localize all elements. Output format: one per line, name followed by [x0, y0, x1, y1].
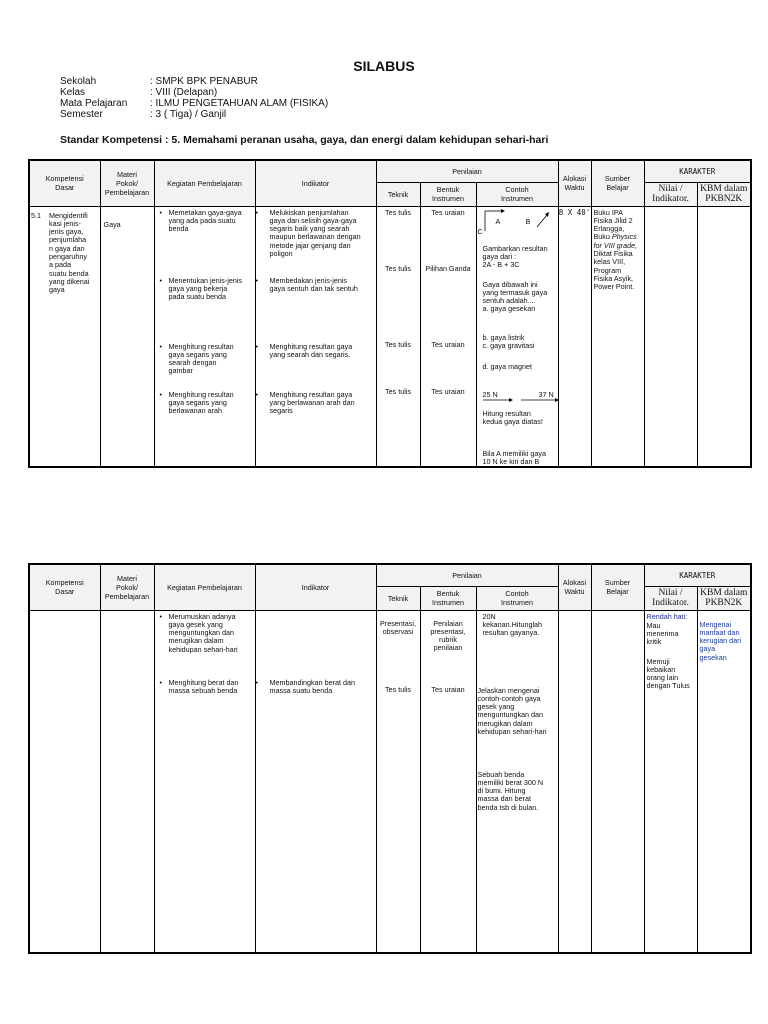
text-line: Gaya dibawah ini [482, 279, 538, 289]
text-line: gambar [168, 366, 193, 376]
header-bentuk [420, 182, 476, 206]
header-indikator: Indikator [255, 564, 376, 610]
text-line: suatu benda [49, 268, 89, 278]
kbm-text [700, 621, 742, 662]
text-line: yang berlawanan arah dan [269, 397, 355, 407]
header-line: Instrumen [432, 598, 464, 607]
kegiatan-item [160, 209, 242, 234]
bullet-icon: • [159, 275, 163, 285]
force-right-label: 37 N [538, 389, 554, 399]
header-line: Contoh [505, 589, 529, 598]
alokasi-text: 8 X 40' [558, 207, 591, 217]
text-line: kekanan.Hitunglah [482, 619, 543, 629]
text-line: 10 N ke kiri dan B [482, 456, 540, 466]
header-bentuk [420, 586, 476, 610]
text-line: penjumlaha [49, 235, 87, 245]
text-line: kelas VIII, [593, 257, 626, 267]
teknik-text: Tes tulis [385, 684, 411, 694]
header-line: Indikator. [652, 194, 689, 204]
header-line: Alokasi [562, 578, 587, 588]
header-line: Bentuk [436, 185, 460, 194]
header-line: Nilai / [658, 184, 683, 194]
text-line: poligon [269, 248, 293, 258]
text-line: Merumuskan adanya [168, 611, 236, 621]
header-line: Nilai / [658, 588, 683, 598]
teknik-text: Tes tulis [385, 263, 411, 273]
cell-kegiatan [154, 610, 255, 953]
bentuk-text: Tes uraian [431, 684, 465, 694]
header-line: Waktu [564, 587, 585, 597]
header-indikator: Indikator [255, 160, 376, 206]
kegiatan-item [160, 679, 239, 696]
text-line: resultan gayanya. [482, 628, 540, 638]
text-line: kedua gaya diatas! [482, 416, 543, 426]
text-line: Menghitung resultan gaya [269, 341, 353, 351]
teknik-text: Tes tulis [385, 386, 411, 396]
nilai-text [647, 658, 690, 691]
header-nilai [644, 586, 697, 610]
text-line: maupun berlawanan dengan [269, 232, 361, 242]
vector-diagram [477, 207, 559, 237]
text-line: kerugian dari [699, 636, 742, 646]
text-line: Erlangga, [593, 224, 625, 234]
text-line: Menentukan jenis-jenis [168, 275, 243, 285]
text-line: Menghitung resultan gaya [269, 389, 353, 399]
text-line: segaris [269, 406, 293, 416]
bullet-icon: • [159, 207, 163, 217]
header-line: Sumber [604, 174, 631, 184]
text-line: Gambarkan resultan [482, 243, 548, 253]
header-kompetensi [29, 564, 100, 610]
cell-materi [100, 206, 154, 467]
header-materi [100, 564, 154, 610]
contoh-q2-d: d. gaya magnet [482, 361, 533, 371]
header-nilai [644, 182, 697, 206]
text-line: gaya [49, 285, 65, 295]
text-line: rubrik [439, 635, 457, 645]
header-kbm [697, 586, 751, 610]
text-line: Fisika Asyik, [593, 273, 634, 283]
text-line: kritik [646, 637, 662, 647]
text-line: Jelaskan mengenai [477, 685, 540, 695]
bullet-icon: • [255, 341, 259, 351]
cell-teknik [376, 610, 420, 953]
contoh-text [478, 771, 544, 812]
cell-sumber [591, 610, 644, 953]
bentuk-text: Tes uraian [431, 207, 465, 217]
text-line: orang lain [646, 673, 679, 683]
text-line: gaya yang bekerja [168, 283, 228, 293]
header-line: KBM dalam [700, 588, 748, 598]
cell-bentuk [420, 610, 476, 953]
text-line: benda [168, 224, 189, 234]
vector-a-label: A [495, 216, 501, 226]
header-line: Contoh [505, 185, 529, 194]
text-line: Buku IPA [593, 207, 623, 217]
header-alokasi [558, 160, 591, 206]
text-line: gaya sentuh dan tak sentuh [269, 283, 358, 293]
header-line: PKBN2K [705, 194, 743, 204]
bullet-icon: • [159, 611, 163, 621]
header-materi [100, 160, 154, 206]
text-line: sentuh adalah.... [482, 296, 536, 306]
syllabus-table-1 [28, 159, 752, 468]
info-value: : VIII (Delapan) [150, 87, 218, 98]
header-sumber [591, 564, 644, 610]
vector-b-label: B [525, 216, 531, 226]
header-teknik: Teknik [376, 182, 420, 206]
text-line: Mengenai [699, 619, 732, 629]
header-line: Alokasi [562, 174, 587, 184]
bentuk-text: Tes uraian [431, 386, 465, 396]
teknik-text: Tes tulis [385, 207, 411, 217]
header-line: Indikator. [652, 598, 689, 608]
text-line: dengan Tulus [646, 681, 690, 691]
contoh-q1 [483, 245, 548, 270]
header-line: Instrumen [432, 194, 464, 203]
text-line: gaya segaris yang [168, 397, 227, 407]
header-teknik: Teknik [376, 586, 420, 610]
text-line: Mau [646, 620, 661, 630]
text-line: Membedakan jenis-jenis [269, 275, 348, 285]
standar-kompetensi: Standar Kompetensi : 5. Memahami peranan usaha, gaya, dan energi dalam kehidupan sehari-hari [60, 134, 549, 146]
contoh-text [478, 687, 547, 737]
indikator-item [256, 679, 356, 696]
cell-sumber [591, 206, 644, 467]
bullet-icon: • [255, 389, 259, 399]
text-line: observasi [382, 626, 414, 636]
indikator-item [256, 391, 355, 416]
text-line: berlawanan arah [168, 406, 223, 416]
contoh-q2-options [483, 334, 535, 351]
info-value: : SMPK BPK PENABUR [150, 76, 258, 87]
text-line: pengaruhny [49, 251, 87, 261]
indikator-item [256, 277, 358, 294]
header-alokasi [558, 564, 591, 610]
info-value: : ILMU PENGETAHUAN ALAM (FISIKA) [150, 98, 329, 109]
text-line: pada suatu benda [168, 292, 227, 302]
text-line: Sebuah benda [477, 769, 525, 779]
info-value: : 3 ( Tiga) / Ganjil [150, 109, 227, 120]
text-line: gesekan [699, 652, 727, 662]
text-line: Power Point. [593, 282, 635, 292]
text-line: yang termasuk gaya [482, 287, 548, 297]
header-line: Pokok/ [116, 178, 138, 188]
text-line: massa sebuah benda [168, 685, 238, 695]
header-kompetensi [29, 160, 100, 206]
cell-kompetensi-dasar [29, 206, 100, 467]
cell-kegiatan [154, 206, 255, 467]
text-line: menguntungkan dan [477, 710, 544, 720]
text-line: a pada [49, 260, 71, 270]
force-arrows [477, 395, 559, 405]
text-line: b. gaya listrik [482, 332, 525, 342]
cell-indikator [255, 206, 376, 467]
text-line: Memetakan gaya-gaya [168, 207, 242, 217]
contoh-q4 [483, 450, 547, 467]
cell-kbm [697, 206, 751, 467]
text-line: Fisika Jilid 2 [593, 215, 633, 225]
text-line: gaya gesek yang [168, 619, 223, 629]
text-line: Diktat Fisika [593, 248, 633, 258]
header-line: Pembelajaran [104, 187, 150, 197]
text-line: metode jajar genjang dan [269, 240, 351, 250]
text-line: Presentasi, [380, 618, 416, 628]
header-karakter: KARAKTER [644, 564, 751, 586]
bullet-icon: • [159, 389, 163, 399]
kegiatan-item [160, 277, 243, 302]
text-line: jenis gaya, [49, 227, 84, 237]
text-line: yang ada pada suatu [168, 215, 236, 225]
header-line: Belajar [606, 587, 629, 597]
header-kegiatan: Kegiatan Pembelajaran [154, 564, 255, 610]
header-line: Pokok/ [116, 582, 138, 592]
arrowhead-icon [509, 398, 513, 402]
text-line: kehidupan sehari-hari [477, 726, 547, 736]
header-kbm [697, 182, 751, 206]
text-line: segaris baik yang searah [269, 224, 350, 234]
text-line: Bila A memiliki gaya [482, 448, 547, 458]
header-line: KBM dalam [700, 184, 748, 194]
bullet-icon: • [159, 341, 163, 351]
info-label: Kelas [60, 87, 86, 98]
text-line: massa suatu benda [269, 685, 333, 695]
header-line: Dasar [55, 183, 75, 193]
contoh-q2 [483, 281, 548, 314]
text-line: Melukiskan penjumlahan [269, 207, 349, 217]
header-line: Materi [117, 573, 137, 583]
bentuk-text: Tes uraian [431, 339, 465, 349]
contoh-q3 [483, 410, 543, 427]
text-line: Memuji [646, 656, 670, 666]
text-line: Menghitung resultan [168, 341, 234, 351]
info-label: Sekolah [60, 76, 97, 87]
header-sumber [591, 160, 644, 206]
text-line: penilaian [433, 643, 463, 653]
header-line: Belajar [606, 183, 629, 193]
cell-nilai [644, 610, 697, 953]
kegiatan-item [160, 613, 238, 654]
bentuk-text: Pilihan Ganda [425, 263, 471, 273]
text-line: kehidupan sehari-hari [168, 644, 238, 654]
header-line: Pembelajaran [104, 591, 150, 601]
header-penilaian: Penilaian [376, 564, 558, 586]
force-left-label: 25 N [482, 389, 498, 399]
info-label: Mata Pelajaran [60, 98, 128, 109]
header-line: Instrumen [501, 598, 533, 607]
cell-alokasi [558, 206, 591, 467]
bullet-icon: • [255, 207, 259, 217]
header-line: Kompetensi [45, 174, 84, 184]
text-line: menerima [646, 628, 679, 638]
vector-c-label: C [477, 226, 483, 236]
text-line: n gaya dan [49, 243, 85, 253]
text-line: Membandingkan berat dan [269, 677, 356, 687]
text-line: kasi jenis- [49, 218, 81, 228]
bentuk-text [421, 620, 476, 653]
text-line: massa dan berat [477, 794, 532, 804]
text-span-italic: Physics [611, 232, 637, 242]
info-label: Semester [60, 109, 103, 120]
cell-kbm [697, 610, 751, 953]
text-line: Hitung resultan [482, 408, 531, 418]
text-line: memiliki berat 300 N [477, 777, 544, 787]
text-line: Program [593, 265, 622, 275]
cell-alokasi [558, 610, 591, 953]
page-title: SILABUS [353, 58, 415, 74]
vector-b-line [537, 215, 547, 227]
bullet-icon: • [159, 677, 163, 687]
header-line: Bentuk [436, 589, 460, 598]
text-line: Mengidentifi [49, 210, 88, 220]
header-line: Waktu [564, 183, 585, 193]
cell-kompetensi-dasar [29, 610, 100, 953]
text-line: for VIII grade, [593, 240, 638, 250]
text-line: 20N [482, 611, 496, 621]
text-line: gesek yang [477, 702, 515, 712]
text-line: di bumi. Hitung [477, 786, 526, 796]
header-karakter: KARAKTER [644, 160, 751, 182]
text-line: Menghitung resultan [168, 389, 234, 399]
text-line: gaya dari : [482, 251, 517, 261]
text-line: yang dikenai [49, 276, 90, 286]
text-line: benda tsb di bulan. [477, 802, 539, 812]
cell-indikator [255, 610, 376, 953]
cell-materi [100, 610, 154, 953]
teknik-text: Tes tulis [385, 339, 411, 349]
text-line: gaya dan selisih gaya-gaya [269, 215, 357, 225]
nilai-text [647, 622, 679, 647]
text-line: c. gaya gravitasi [482, 340, 535, 350]
header-line: Kompetensi [45, 578, 84, 588]
text-line: kebaikan [646, 664, 676, 674]
kd-number: 5.1 [31, 210, 41, 220]
text-line: searah dengan [168, 358, 217, 368]
header-contoh [476, 586, 558, 610]
bullet-icon: • [255, 275, 259, 285]
text-line: gaya [699, 644, 716, 654]
cell-teknik [376, 206, 420, 467]
text-line: merugikan dalam [168, 636, 224, 646]
text-line: presentasi, [430, 626, 466, 636]
indikator-item [256, 343, 353, 360]
cell-contoh [476, 206, 558, 467]
header-contoh [476, 182, 558, 206]
teknik-text [377, 620, 420, 637]
cell-nilai [644, 206, 697, 467]
arrowhead-icon [501, 209, 505, 213]
text-line: a. gaya gesekan [482, 304, 536, 314]
nilai-heading: Rendah hati: [646, 611, 688, 621]
text-line: gaya segaris yang [168, 349, 227, 359]
header-line: Dasar [55, 587, 75, 597]
text-line: merugikan dalam [477, 718, 533, 728]
text-line: Penilaian [433, 618, 463, 628]
cell-bentuk [420, 206, 476, 467]
kegiatan-item [160, 391, 234, 416]
text-line: manfaat dan [699, 627, 740, 637]
text-line: 2A - B + 3C [482, 260, 520, 270]
text-line: contoh-contoh gaya [477, 693, 541, 703]
indikator-item [256, 209, 361, 259]
header-penilaian: Penilaian [376, 160, 558, 182]
header-line: Materi [117, 169, 137, 179]
header-line: Instrumen [501, 194, 533, 203]
sumber-text [594, 209, 638, 292]
syllabus-table-2 [28, 563, 752, 954]
bullet-icon: • [255, 677, 259, 687]
text-line: menguntungkan dan [168, 628, 235, 638]
cell-contoh [476, 610, 558, 953]
kd-text [49, 212, 89, 295]
text-span: Buku [593, 232, 612, 242]
header-kegiatan: Kegiatan Pembelajaran [154, 160, 255, 206]
contoh-text [483, 613, 543, 638]
text-line: yang searah dan segaris. [269, 349, 351, 359]
kegiatan-item [160, 343, 234, 376]
header-line: Sumber [604, 578, 631, 588]
materi-text: Gaya [103, 219, 121, 229]
text-line: Menghitung berat dan [168, 677, 239, 687]
header-line: PKBN2K [705, 598, 743, 608]
